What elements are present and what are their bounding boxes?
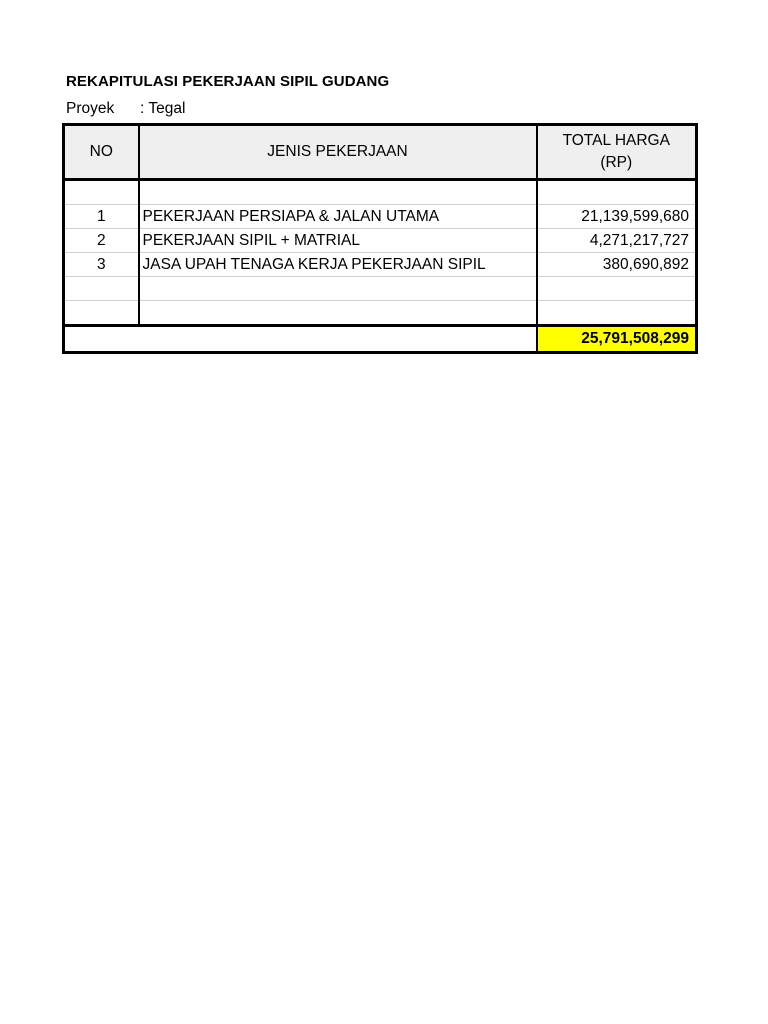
empty-row <box>64 180 697 205</box>
row-total: 380,690,892 <box>537 253 697 277</box>
table-row <box>64 253 697 277</box>
header-total-line1: TOTAL HARGA <box>562 131 670 149</box>
row-job: PEKERJAAN SIPIL + MATRIAL <box>139 229 537 253</box>
empty-row <box>64 277 697 301</box>
row-job: PEKERJAAN PERSIAPA & JALAN UTAMA <box>139 205 537 229</box>
summary-table <box>62 123 698 354</box>
project-label: Proyek <box>66 100 115 117</box>
empty-cell <box>139 277 537 301</box>
row-job: JASA UPAH TENAGA KERJA PEKERJAAN SIPIL <box>139 253 537 277</box>
project-line <box>66 100 185 118</box>
header-total-line2: (RP) <box>600 154 633 171</box>
header-total <box>537 125 697 180</box>
grand-total-value: 25,791,508,299 <box>537 326 697 353</box>
empty-cell <box>537 277 697 301</box>
empty-cell <box>139 180 537 205</box>
row-no: 1 <box>64 205 139 229</box>
grand-total-label-cell <box>64 326 537 353</box>
row-no: 3 <box>64 253 139 277</box>
project-value: : Tegal <box>140 100 186 117</box>
empty-cell <box>139 301 537 326</box>
empty-cell <box>64 180 139 205</box>
row-no: 2 <box>64 229 139 253</box>
empty-row <box>64 301 697 326</box>
header-job: JENIS PEKERJAAN <box>139 125 537 180</box>
grand-total-row <box>64 326 697 353</box>
empty-cell <box>64 301 139 326</box>
document-title: REKAPITULASI PEKERJAAN SIPIL GUDANG <box>66 73 390 90</box>
empty-cell <box>64 277 139 301</box>
table-row <box>64 205 697 229</box>
empty-cell <box>537 301 697 326</box>
row-total: 4,271,217,727 <box>537 229 697 253</box>
row-total: 21,139,599,680 <box>537 205 697 229</box>
table-row <box>64 229 697 253</box>
header-no: NO <box>64 125 139 180</box>
table-header-row <box>64 125 697 180</box>
empty-cell <box>537 180 697 205</box>
